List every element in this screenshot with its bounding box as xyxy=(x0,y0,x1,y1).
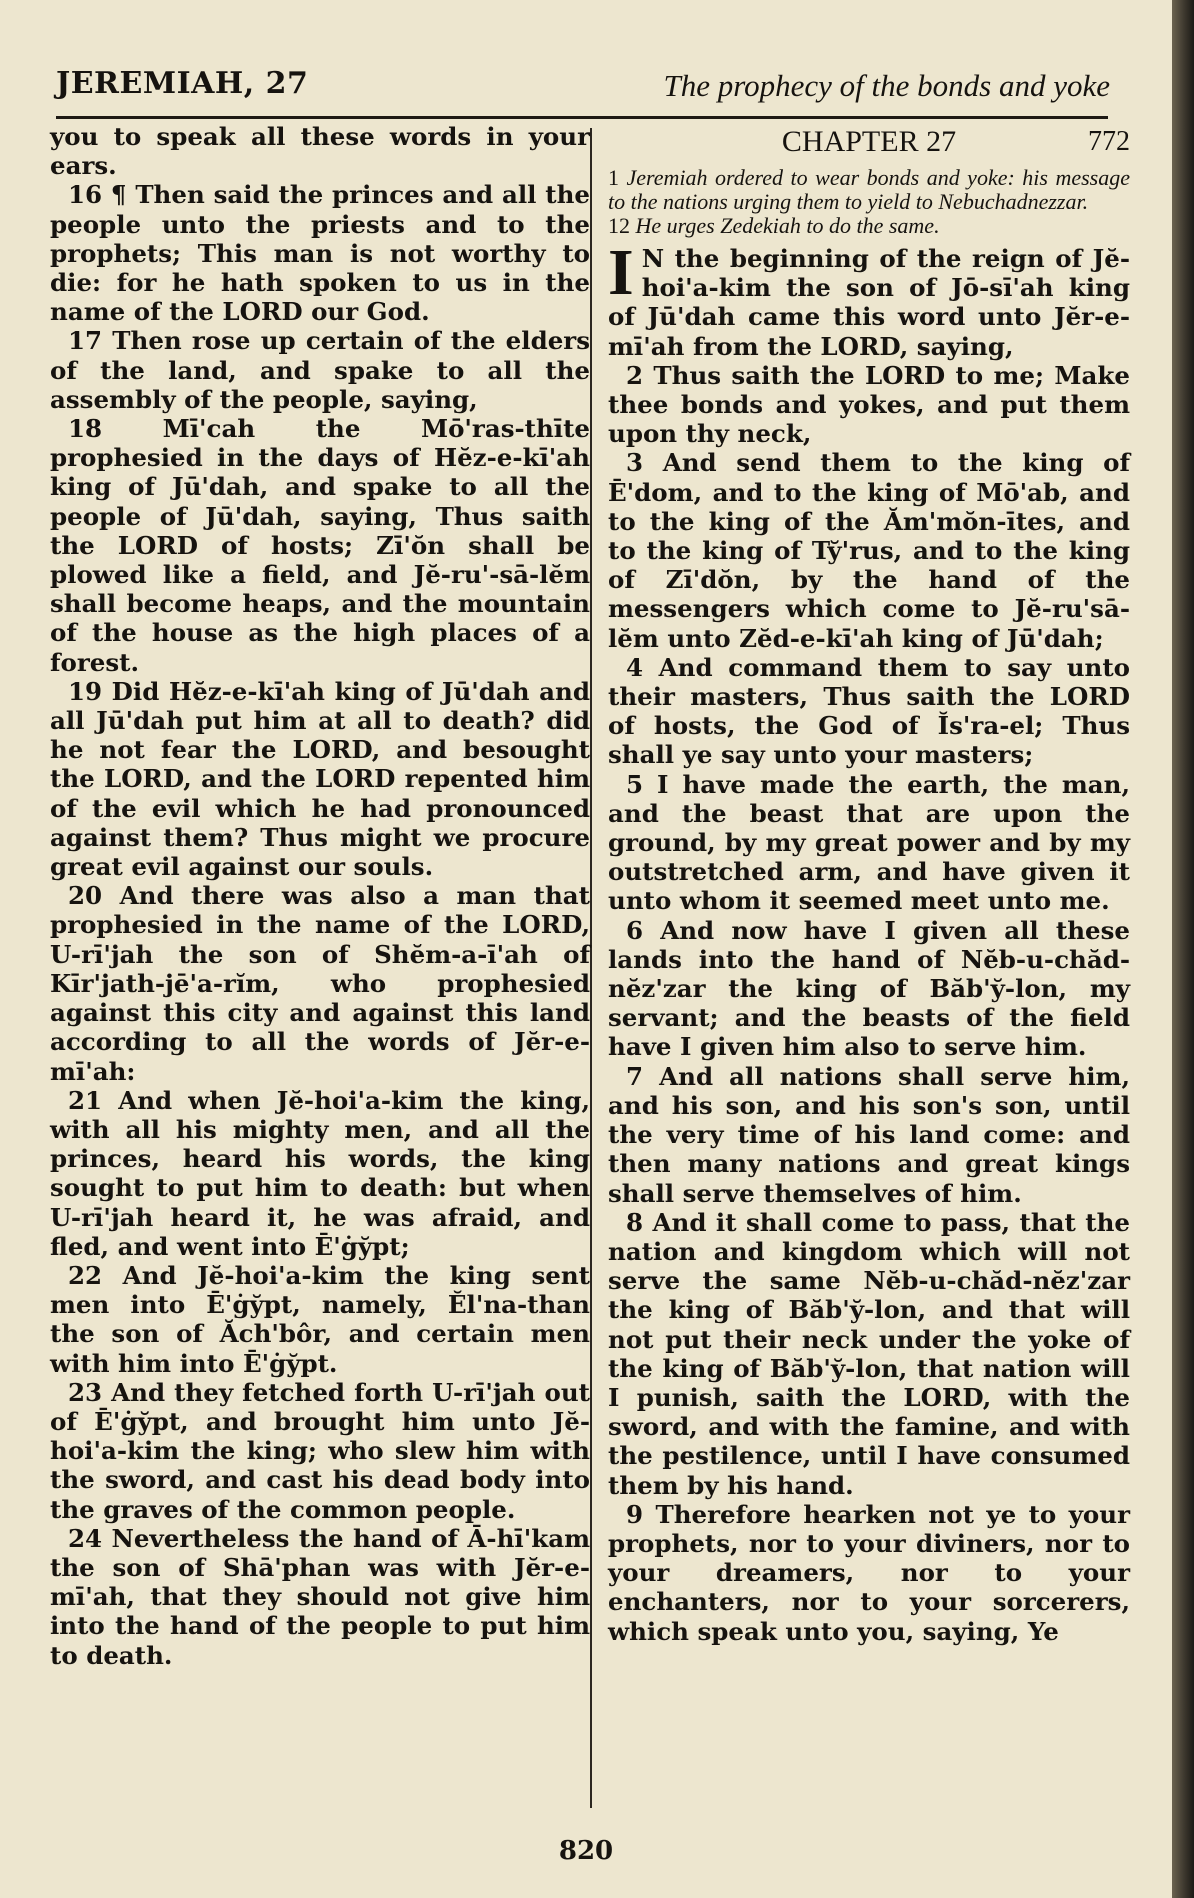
verse-7: 7 And all nations shall serve him, and his son, and his son's son, until the very time of his land come: and then many nations and great kings shall serve themselves of him. xyxy=(608,1061,1130,1208)
verse-5: 5 I have made the earth, the man, and the beast that are upon the ground, by my great power and by my outstretched arm, and have given it unto whom it seemed meet unto me. xyxy=(608,769,1130,916)
verse-20: 20 And there was also a man that prophesied in the name of the LORD, U-rī'jah the son of Shĕm-a-ī'ah of Kīr'jath-jē'a-rĭm, who prophesied against this city and against this land according to all the words of Jĕr-e-mī'ah: xyxy=(50,881,590,1086)
verse-21: 21 And when Jĕ-hoi'a-kim the king, with all his mighty men, and all the princes, heard his words, the king sought to put him to death: but when U-rī'jah heard it, he was afraid, and fled, and went into Ē'ġy̆pt; xyxy=(50,1085,590,1261)
summary-text: He urges Zedekiah to do the same. xyxy=(635,213,940,238)
verse-16: 16 ¶ Then said the princes and all the people unto the priests and to the prophets; This man is not worthy to die: for he hath spoken to us in the name of the LORD our God. xyxy=(50,180,590,327)
summary-line xyxy=(608,166,1130,214)
summary-line xyxy=(608,214,1130,238)
verse-19: 19 Did Hĕz-e-kī'ah king of Jū'dah and all Jū'dah put him at all to death? did he not fear the LORD, and besought the LORD, and the LORD repented him of the evil which he had pronounced against them? Thus might we procure great evil against our souls. xyxy=(50,676,590,882)
column-divider xyxy=(590,128,592,1808)
summary-ref: 12 xyxy=(608,213,630,238)
verse-9: 9 Therefore hearken not ye to your prophets, nor to your diviners, nor to your dreamers, nor to your enchanters, nor to your sorcerers, which speak unto you, saying, Ye xyxy=(608,1499,1130,1646)
chapter-number: 772 xyxy=(1088,126,1130,157)
chapter-summary xyxy=(608,166,1130,238)
summary-text: Jeremiah ordered to wear bonds and yoke: his message to the nations urging them to yield to Nebuchadnezzar. xyxy=(608,165,1130,214)
verse-2: 2 Thus saith the LORD to me; Make thee bonds and yokes, and put them upon thy neck, xyxy=(608,360,1130,449)
verse-1 xyxy=(608,236,1130,361)
topic-heading: The prophecy of the bonds and yoke xyxy=(663,68,1110,103)
summary-ref: 1 xyxy=(608,165,619,190)
drop-cap: I xyxy=(608,236,634,309)
page-number: 820 xyxy=(558,1836,614,1866)
verse-3: 3 And send them to the king of Ē'dom, and to the king of Mō'ab, and to the king of the Ăm'mŏn-ītes, and to the king of Ty̆'rus, and to the king of Zī'dŏn, by the hand of the messengers which come to Jĕ-ru'sā-lĕm unto Zĕd-e-kī'ah king of Jū'dah; xyxy=(608,448,1130,653)
verse-8: 8 And it shall come to pass, that the nation and kingdom which will not serve the same Nĕb-u-chăd-nĕz'zar the king of Băb'y̆-lon, and that will not put their neck under the yoke of the king of Băb'y̆-lon, that nation will I punish, saith the LORD, with the sword, and with the famine, and with the pestilence, until I have consumed them by his hand. xyxy=(608,1207,1130,1500)
book-page-edge xyxy=(1172,0,1194,1898)
verse-1-text: N the beginning of the reign of Jĕ-hoi'a-kim the son of Jō-sī'ah king of Jū'dah came this word unto Jĕr-e-mī'ah from the LORD, saying, xyxy=(608,244,1130,361)
verse-22: 22 And Jĕ-hoi'a-kim the king sent men into Ē'ġy̆pt, namely, Ĕl'na-than the son of Ăch'bôr, and certain men with him into Ē'ġy̆pt. xyxy=(50,1260,590,1378)
verse-4: 4 And command them to say unto their masters, Thus saith the LORD of hosts, the God of Ĭs'ra-el; Thus shall ye say unto your masters; xyxy=(608,652,1130,770)
chapter-heading xyxy=(608,122,1130,162)
chapter-title: CHAPTER 27 xyxy=(781,125,957,158)
verse-6: 6 And now have I given all these lands into the hand of Nĕb-u-chăd-nĕz'zar the king of Băb'y̆-lon, my servant; and the beasts of the field have I given him also to serve him. xyxy=(608,915,1130,1062)
verse-24: 24 Nevertheless the hand of Ā-hī'kam the son of Shā'phan was with Jĕr-e-mī'ah, that they should not give him into the hand of the people to put him to death. xyxy=(50,1523,590,1670)
running-header xyxy=(56,62,1110,114)
verse-18: 18 Mī'cah the Mō'ras-thīte prophesied in the days of Hĕz-e-kī'ah king of Jū'dah, and spake to all the people of Jū'dah, saying, Thus saith the LORD of hosts; Zī'ŏn shall be plowed like a field, and Jĕ-ru'-sā-lĕm shall become heaps, and the mountain of the house as the high places of a forest. xyxy=(50,414,590,677)
header-rule xyxy=(56,116,1108,119)
book-chapter-heading: JEREMIAH, 27 xyxy=(56,66,309,101)
verse-23: 23 And they fetched forth U-rī'jah out of Ē'ġy̆pt, and brought him unto Jĕ-hoi'a-kim the king; who slew him with the sword, and cast his dead body into the graves of the common people. xyxy=(50,1377,590,1524)
left-column xyxy=(50,122,590,1670)
verse-continuation: you to speak all these words in your ears. xyxy=(50,122,590,181)
right-column xyxy=(608,122,1130,1646)
verse-17: 17 Then rose up certain of the elders of the land, and spake to all the assembly of the people, saying, xyxy=(50,326,590,414)
